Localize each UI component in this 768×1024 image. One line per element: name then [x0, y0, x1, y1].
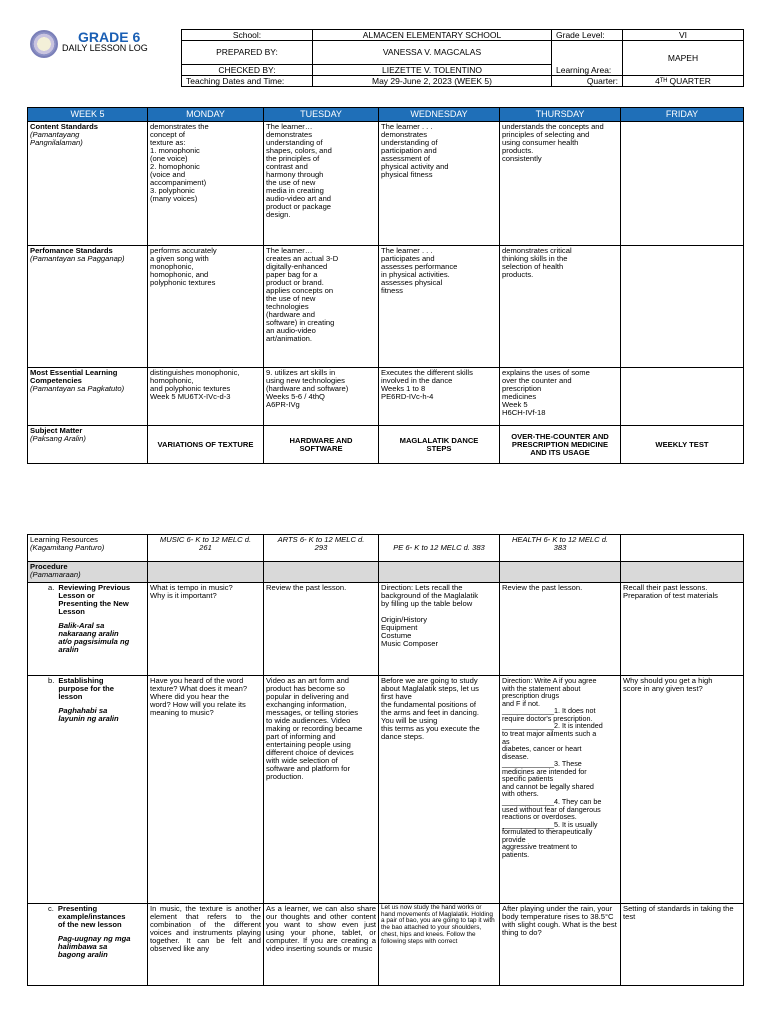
cell-monday: Have you heard of the word texture? What does it mean? Where did you hear the word? How will you relate its meaning to music?: [148, 676, 264, 904]
cell-tuesday: As a learner, we can also share our thoughts and other content you want to show even just using your phone, tablet, or computer. If you are creating a video inserting sounds or music: [264, 904, 379, 986]
cell-tuesday: Video as an art form and product has become so popular in delivering and exchanging information, messages, or telling stories to wide audiences. Video making or recording became part of informing and entertaining people using different choice of devices with wide selection of software and platform for production.: [264, 676, 379, 904]
grade-level-value: VI: [623, 30, 744, 41]
cell-thursday: Direction: Write A if you agree with the statement about prescription drugs and F if not. _____________1. It does not require doctor's prescription. _____________2. It is intended to treat major ailments such a as diabetes, cancer or heart disease. _____________3. These medicines are intended for specific patients and cannot be legally shared with others. _____________4. They can be used without fear of dangerous reactions or overdoses. _____________5. It is usually formulated to therapeutically provide aggressive treatment to patients.: [500, 676, 621, 904]
row-label: [28, 583, 148, 676]
step-letter: c.: [48, 904, 54, 913]
row-subtitle: (Pamantayan sa Pagganap): [30, 254, 125, 264]
learning-resources-row: [28, 535, 744, 562]
row-label: [28, 368, 148, 426]
cell-friday: [621, 368, 744, 426]
procedure-step-c: [28, 904, 744, 986]
cell-wednesday: The learner . . . demonstrates understanding of participation and assessment of physical activity and physical fitness: [379, 122, 500, 246]
performance-standards-row: [28, 246, 744, 368]
cell-monday: demonstrates the concept of texture as: 1. monophonic (one voice) 2. homophonic (voice and accompaniment) 3. polyphonic (many voices): [148, 122, 264, 246]
col-monday: MONDAY: [148, 108, 264, 122]
row-label: [28, 676, 148, 904]
row-title: Subject Matter: [30, 426, 83, 436]
cell-monday: In music, the texture is another element that refers to the combination of the different voices and instruments playing together. It can be felt and observed like any: [148, 904, 264, 986]
col-wednesday: WEDNESDAY: [379, 108, 500, 122]
cell-monday: What is tempo in music? Why is it important?: [148, 583, 264, 676]
procedure-table: [27, 534, 744, 986]
prepared-label: PREPARED BY:: [182, 41, 313, 65]
dates-value: May 29-June 2, 2023 (WEEK 5): [313, 76, 552, 87]
cell-thursday: After playing under the rain, your body temperature rises to 38.5°C with slight cough. What is the best thing to do?: [500, 904, 621, 986]
prepared-value: VANESSA V. MAGCALAS: [313, 41, 552, 65]
procedure-step-b: [28, 676, 744, 904]
grade-level-label: Grade Level:: [552, 30, 623, 41]
row-subtitle: (Pamamaraan): [30, 569, 81, 579]
cell-tuesday: 9. utilizes art skills in using new technologies (hardware and software) Weeks 5-6 / 4thQ A6PR-IVg: [264, 368, 379, 426]
content-standards-row: [28, 122, 744, 246]
header-info-table: [181, 29, 744, 87]
col-week: WEEK 5: [28, 108, 148, 122]
cell-wednesday: Direction: Lets recall the background of the Maglalatik by filling up the table below Origin/History Equipment Costume Music Composer: [379, 583, 500, 676]
cell-thursday: OVER-THE-COUNTER AND PRESCRIPTION MEDICINE AND ITS USAGE: [500, 426, 621, 464]
cell-monday: VARIATIONS OF TEXTURE: [148, 426, 264, 464]
cell-wednesday: The learner . . . participates and assesses performance in physical activities. assesses physical fitness: [379, 246, 500, 368]
weekly-standards-table: [27, 107, 744, 464]
learning-area-label: Learning Area:: [552, 41, 623, 76]
cell-friday: WEEKLY TEST: [621, 426, 744, 464]
grade-title: GRADE 6: [78, 29, 141, 45]
row-label: [28, 246, 148, 368]
row-subtitle: Pag-uugnay ng mga halimbawa sa bagong aralin: [57, 933, 131, 959]
cell-wednesday: MAGLALATIK DANCE STEPS: [379, 426, 500, 464]
row-title: Presenting example/instances of the new lesson: [57, 904, 126, 929]
row-title: Most Essential Learning Competencies: [30, 368, 118, 386]
checked-value: LIEZETTE V. TOLENTINO: [313, 65, 552, 76]
row-label: [28, 562, 148, 583]
quarter-label: Quarter:: [552, 76, 623, 87]
school-label: School:: [182, 30, 313, 41]
cell-friday: [621, 246, 744, 368]
quarter-value: 4ᵀᴴ QUARTER: [623, 76, 744, 87]
cell-tuesday: Review the past lesson.: [264, 583, 379, 676]
row-subtitle: Balik-Aral sa nakaraang aralin at/o pagsisimula ng aralin: [58, 620, 130, 654]
cell-thursday: explains the uses of some over the counter and prescription medicines Week 5 H6CH-IVf-18: [500, 368, 621, 426]
cell-tuesday: HARDWARE AND SOFTWARE: [264, 426, 379, 464]
deped-seal-logo: [30, 30, 58, 58]
row-title: Content Standards: [30, 122, 98, 132]
melc-row: [28, 368, 744, 426]
row-subtitle: (Pamantayan sa Pagkatuto): [30, 384, 125, 394]
cell-wednesday: PE 6- K to 12 MELC d. 383: [379, 535, 500, 562]
cell-wednesday: Before we are going to study about Maglalatik steps, let us first have the fundamental positions of the arms and feet in dancing. You will be using this terms as you execute the dance steps.: [379, 676, 500, 904]
cell-monday: performs accurately a given song with monophonic, homophonic, and polyphonic textures: [148, 246, 264, 368]
procedure-header-row: [28, 562, 744, 583]
daily-lesson-log-title: DAILY LESSON LOG: [62, 43, 148, 53]
row-title: Perfomance Standards: [30, 246, 113, 256]
cell-friday: Setting of standards in taking the test: [621, 904, 744, 986]
cell-tuesday: ARTS 6- K to 12 MELC d. 293: [264, 535, 379, 562]
cell-friday: [621, 122, 744, 246]
cell-thursday: demonstrates critical thinking skills in the selection of health products.: [500, 246, 621, 368]
row-label: [28, 904, 148, 986]
cell-friday: Why should you get a high score in any given test?: [621, 676, 744, 904]
row-title: Establishing purpose for the lesson: [58, 676, 115, 701]
col-friday: FRIDAY: [621, 108, 744, 122]
procedure-step-a: [28, 583, 744, 676]
cell-friday: Recall their past lessons. Preparation of test materials: [621, 583, 744, 676]
row-title: Procedure: [30, 562, 68, 571]
row-label: [28, 426, 148, 464]
row-label: [28, 122, 148, 246]
school-value: ALMACEN ELEMENTARY SCHOOL: [313, 30, 552, 41]
dates-label: Teaching Dates and Time:: [182, 76, 313, 87]
row-subtitle: (Kagamitang Panturo): [30, 542, 105, 552]
cell-monday: MUSIC 6- K to 12 MELC d. 261: [148, 535, 264, 562]
cell-friday: [621, 535, 744, 562]
subject-matter-row: [28, 426, 744, 464]
col-thursday: THURSDAY: [500, 108, 621, 122]
row-title: Learning Resources: [30, 535, 98, 544]
row-subtitle: (Paksang Aralin): [30, 434, 86, 444]
cell-tuesday: The learner… demonstrates understanding of shapes, colors, and the principles of contrast and harmony through the use of new media in creating audio-video art and product or package design.: [264, 122, 379, 246]
step-letter: a.: [48, 583, 55, 592]
cell-thursday: HEALTH 6- K to 12 MELC d. 383: [500, 535, 621, 562]
cell-thursday: understands the concepts and principles of selecting and using consumer health products. consistently: [500, 122, 621, 246]
cell-wednesday: Executes the different skills involved in the dance Weeks 1 to 8 PE6RD-IVc-h-4: [379, 368, 500, 426]
row-subtitle: Paghahabi sa layunin ng aralin: [58, 705, 119, 723]
row-label: [28, 535, 148, 562]
cell-monday: distinguishes monophonic, homophonic, and polyphonic textures Week 5 MU6TX-IVc-d-3: [148, 368, 264, 426]
cell-tuesday: The learner… creates an actual 3-D digitally-enhanced paper bag for a product or brand. applies concepts on the use of new technologies (hardware and software) in creating an audio-video art/animation.: [264, 246, 379, 368]
step-letter: b.: [48, 676, 55, 685]
row-subtitle: (Pamantayang Pangnilalaman): [30, 130, 83, 148]
cell-wednesday: Let us now study the hand works or hand movements of Maglalatik. Holding a pair of bao, you are going to tap it with the bao attached to your shoulders, chest, hips and knees. Follow the following steps with correct: [379, 904, 500, 986]
checked-label: CHECKED BY:: [182, 65, 313, 76]
learning-area-value: MAPEH: [623, 41, 744, 76]
row-title: Reviewing Previous Lesson or Presenting the New Lesson: [58, 583, 131, 616]
cell-thursday: Review the past lesson.: [500, 583, 621, 676]
col-tuesday: TUESDAY: [264, 108, 379, 122]
